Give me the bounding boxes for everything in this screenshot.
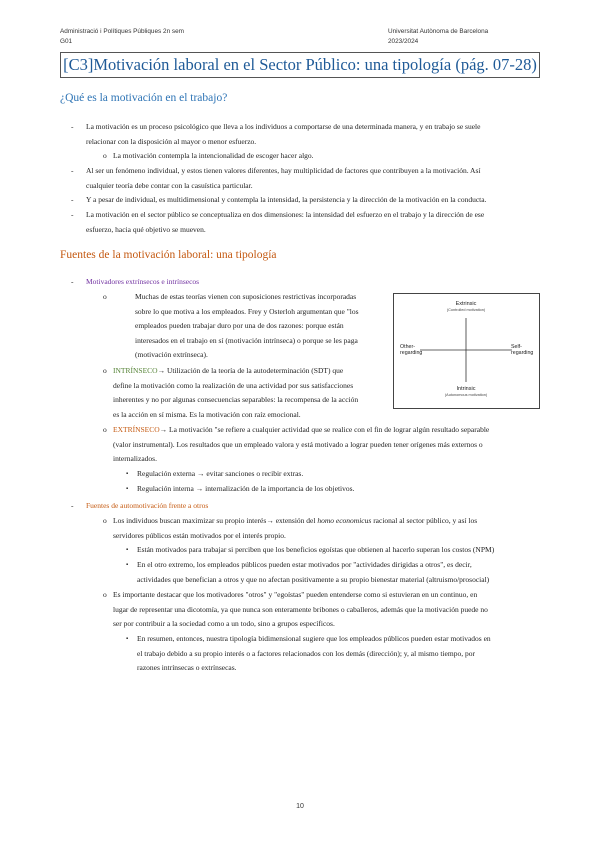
list-item (86, 208, 546, 237)
square-bullet-icon: ▪ (126, 471, 129, 477)
paragraph-line: internalizados. (113, 454, 157, 464)
paragraph-line: La motivación en el sector público se conceptualiza en dos dimensiones: la intensidad del esfuerzo en el trabajo y la dirección de ese (86, 210, 485, 219)
label-autonomous: (Autonomous motivation) (444, 393, 488, 397)
paragraph-extrinsic (113, 423, 543, 467)
paragraph-line: el trabajo debido a su propio interés o a factores relacionados con los demás (dirección); y, al mismo tiempo, por (137, 648, 475, 658)
label-extrinsic: Extrinsic (455, 301, 477, 307)
paragraph-line: En resumen, entonces, nuestra tipología bidimensional sugiere que los empleados públicos pueden estar motivados en (137, 634, 491, 643)
paragraph-line: Es importante destacar que los motivadores "otros" y "egoístas" pueden entenderse como si estuvieran en un continuo, en (113, 590, 478, 599)
paragraph-text: La motivación "se refiere a cualquier actividad que se realice con el fin de lograr algún resultado separable (169, 425, 490, 434)
list-item (86, 120, 546, 149)
paragraph-text: Utilización de la teoría de la autodeterminación (SDT) que (166, 366, 344, 375)
square-bullet-icon: ▪ (126, 562, 129, 568)
paragraph-text: extensión del (275, 516, 316, 525)
page-title: [C3]Motivación laboral en el Sector Público: una tipología (pág. 07-28) (60, 52, 540, 78)
header-right (388, 27, 488, 47)
paragraph-line: (valor instrumental). Los resultados que un empleado valora y está motivado a lograr pueden tener orígenes más externos o (113, 439, 483, 449)
paragraph-line: inherentes y no por algunas consecuencias separables: la recompensa de la acción (113, 395, 359, 405)
list-bullet: o (103, 151, 107, 160)
paragraph-self-interest (113, 514, 543, 543)
list-item: Y a pesar de individual, es multidimensional y contempla la intensidad, la persistencia y la dirección de la motivación en la conducta. (86, 195, 487, 204)
label-controlled: (Controlled motivation) (446, 308, 486, 312)
list-bullet: o (103, 516, 107, 525)
typology-axes (394, 294, 539, 408)
paragraph-line: empleados pueden trabajar duro por una de dos razones: porque están (135, 321, 344, 331)
keyword-intrinsic: INTRÍNSECO (113, 366, 158, 375)
list-bullet: o (103, 366, 107, 375)
paragraph-line: cualquier teoría debe contar con la casuística particular. (86, 180, 253, 190)
subheading-extrinsic-intrinsic: Motivadores extrínsecos e intrínsecos (86, 277, 200, 286)
item-label: Regulación externa (137, 469, 196, 478)
list-item (137, 482, 354, 497)
list-bullet: o (103, 590, 107, 599)
paragraph-line: esfuerzo, hacia qué objetivo se mueven. (86, 224, 206, 234)
paragraph-continuum (113, 588, 543, 632)
arrow-icon: → (157, 366, 166, 375)
italic-term: homo economicus (317, 516, 372, 525)
list-bullet: o (103, 292, 107, 301)
list-bullet: - (71, 501, 74, 510)
paragraph-line: ser por contribuir a la sociedad como a un todo, sino a grupos específicos. (113, 619, 335, 629)
motivation-typology-figure (393, 293, 540, 409)
paragraph-line: define la motivación como la realización de una actividad por sus satisfacciones (113, 380, 354, 390)
item-text: internalización de la importancia de los objetivos. (205, 484, 355, 493)
paragraph-line: La motivación es un proceso psicológico que lleva a los individuos a comportarse de una determinada manera, y en trabajo se suele (86, 122, 481, 131)
academic-year: 2023/2024 (388, 38, 419, 45)
label-intrinsic: Intrinsic (456, 386, 476, 392)
header-left (60, 27, 184, 47)
paragraph-intrinsic (113, 364, 385, 422)
subheading-self-vs-others: Fuentes de automotivación frente a otros (86, 501, 209, 510)
paragraph-line (113, 364, 385, 379)
paragraph-line: Al ser un fenómeno individual, y estos tienen valores diferentes, hay multiplicidad de factores que contribuyen a la motivación. Así (86, 166, 481, 175)
university-name: Universitat Autònoma de Barcelona (388, 28, 489, 35)
list-bullet: - (71, 210, 74, 219)
label-self-regarding: regarding (511, 350, 534, 356)
paragraph-text: Los individuos buscan maximizar su propio interés (113, 516, 267, 525)
square-bullet-icon: ▪ (126, 636, 129, 642)
list-item: Están motivados para trabajar si perciben que los beneficios egoístas que obtienen al hacerlo superan los costos (NPM) (137, 545, 495, 554)
arrow-icon: → (196, 469, 205, 478)
list-item (137, 467, 303, 482)
paragraph-line: (motivación extrínseca). (135, 350, 208, 360)
square-bullet-icon: ▪ (126, 486, 129, 492)
list-item (86, 164, 546, 193)
paragraph-theories (135, 290, 383, 363)
paragraph-line: es la acción en sí misma. Es la motivación con raíz emocional. (113, 409, 301, 419)
arrow-icon: → (159, 425, 168, 434)
arrow-icon: → (266, 516, 274, 525)
label-other: Other- (400, 344, 416, 350)
group-code: G01 (60, 38, 73, 45)
paragraph-line: En el otro extremo, los empleados públicos pueden estar motivados por "actividades dirigidas a otros", es decir, (137, 560, 472, 569)
label-self: Self- (511, 344, 522, 350)
paragraph-line: lugar de representar una dicotomía, ya que nunca son enteramente bribones o caballeros, además que la motivación puede no (113, 604, 488, 614)
list-bullet: - (71, 166, 74, 175)
list-bullet: - (71, 122, 74, 131)
keyword-extrinsic: EXTRÍNSECO (113, 425, 160, 434)
list-item (137, 558, 541, 587)
paragraph-text: racional al sector público, y así los (373, 516, 478, 525)
course-name: Administració i Polítiques Públiques 2n sem (60, 28, 184, 35)
paragraph-line: Muchas de estas teorías vienen con suposiciones restrictivas incorporadas (135, 292, 357, 301)
section-heading-motivation: ¿Qué es la motivación en el trabajo? (60, 92, 228, 104)
section-heading-sources: Fuentes de la motivación laboral: una tipología (60, 249, 277, 261)
item-label: Regulación interna (137, 484, 194, 493)
page-number: 10 (296, 803, 304, 810)
list-bullet: o (103, 425, 107, 434)
list-bullet: - (71, 277, 74, 286)
paragraph-line: relacionar con la disposición al mayor o menor esfuerzo. (86, 136, 257, 146)
paragraph-line: actividades que benefician a otros y que no afectan positivamente a su propio bienestar material (altruismo/prosocial) (137, 574, 490, 584)
paragraph-line: sobre lo que motiva a los empleados. Frey y Osterloh argumentan que "los (135, 306, 359, 316)
paragraph-line (113, 423, 543, 438)
item-text: evitar sanciones o recibir extras. (206, 469, 304, 478)
paragraph-line: interesados en el trabajo en sí (motivación intrínseca) o porque se les paga (135, 335, 358, 345)
list-bullet: - (71, 195, 74, 204)
list-item: La motivación contempla la intencionalidad de escoger hacer algo. (113, 151, 314, 160)
paragraph-line: razones intrínsecas o extrínsecas. (137, 663, 237, 673)
paragraph-line: servidores públicos están motivados por el interés propio. (113, 530, 286, 540)
label-other-regarding: regarding (400, 350, 423, 356)
arrow-icon: → (195, 484, 204, 493)
list-item (137, 632, 541, 676)
paragraph-line (113, 514, 543, 529)
square-bullet-icon: ▪ (126, 547, 129, 553)
